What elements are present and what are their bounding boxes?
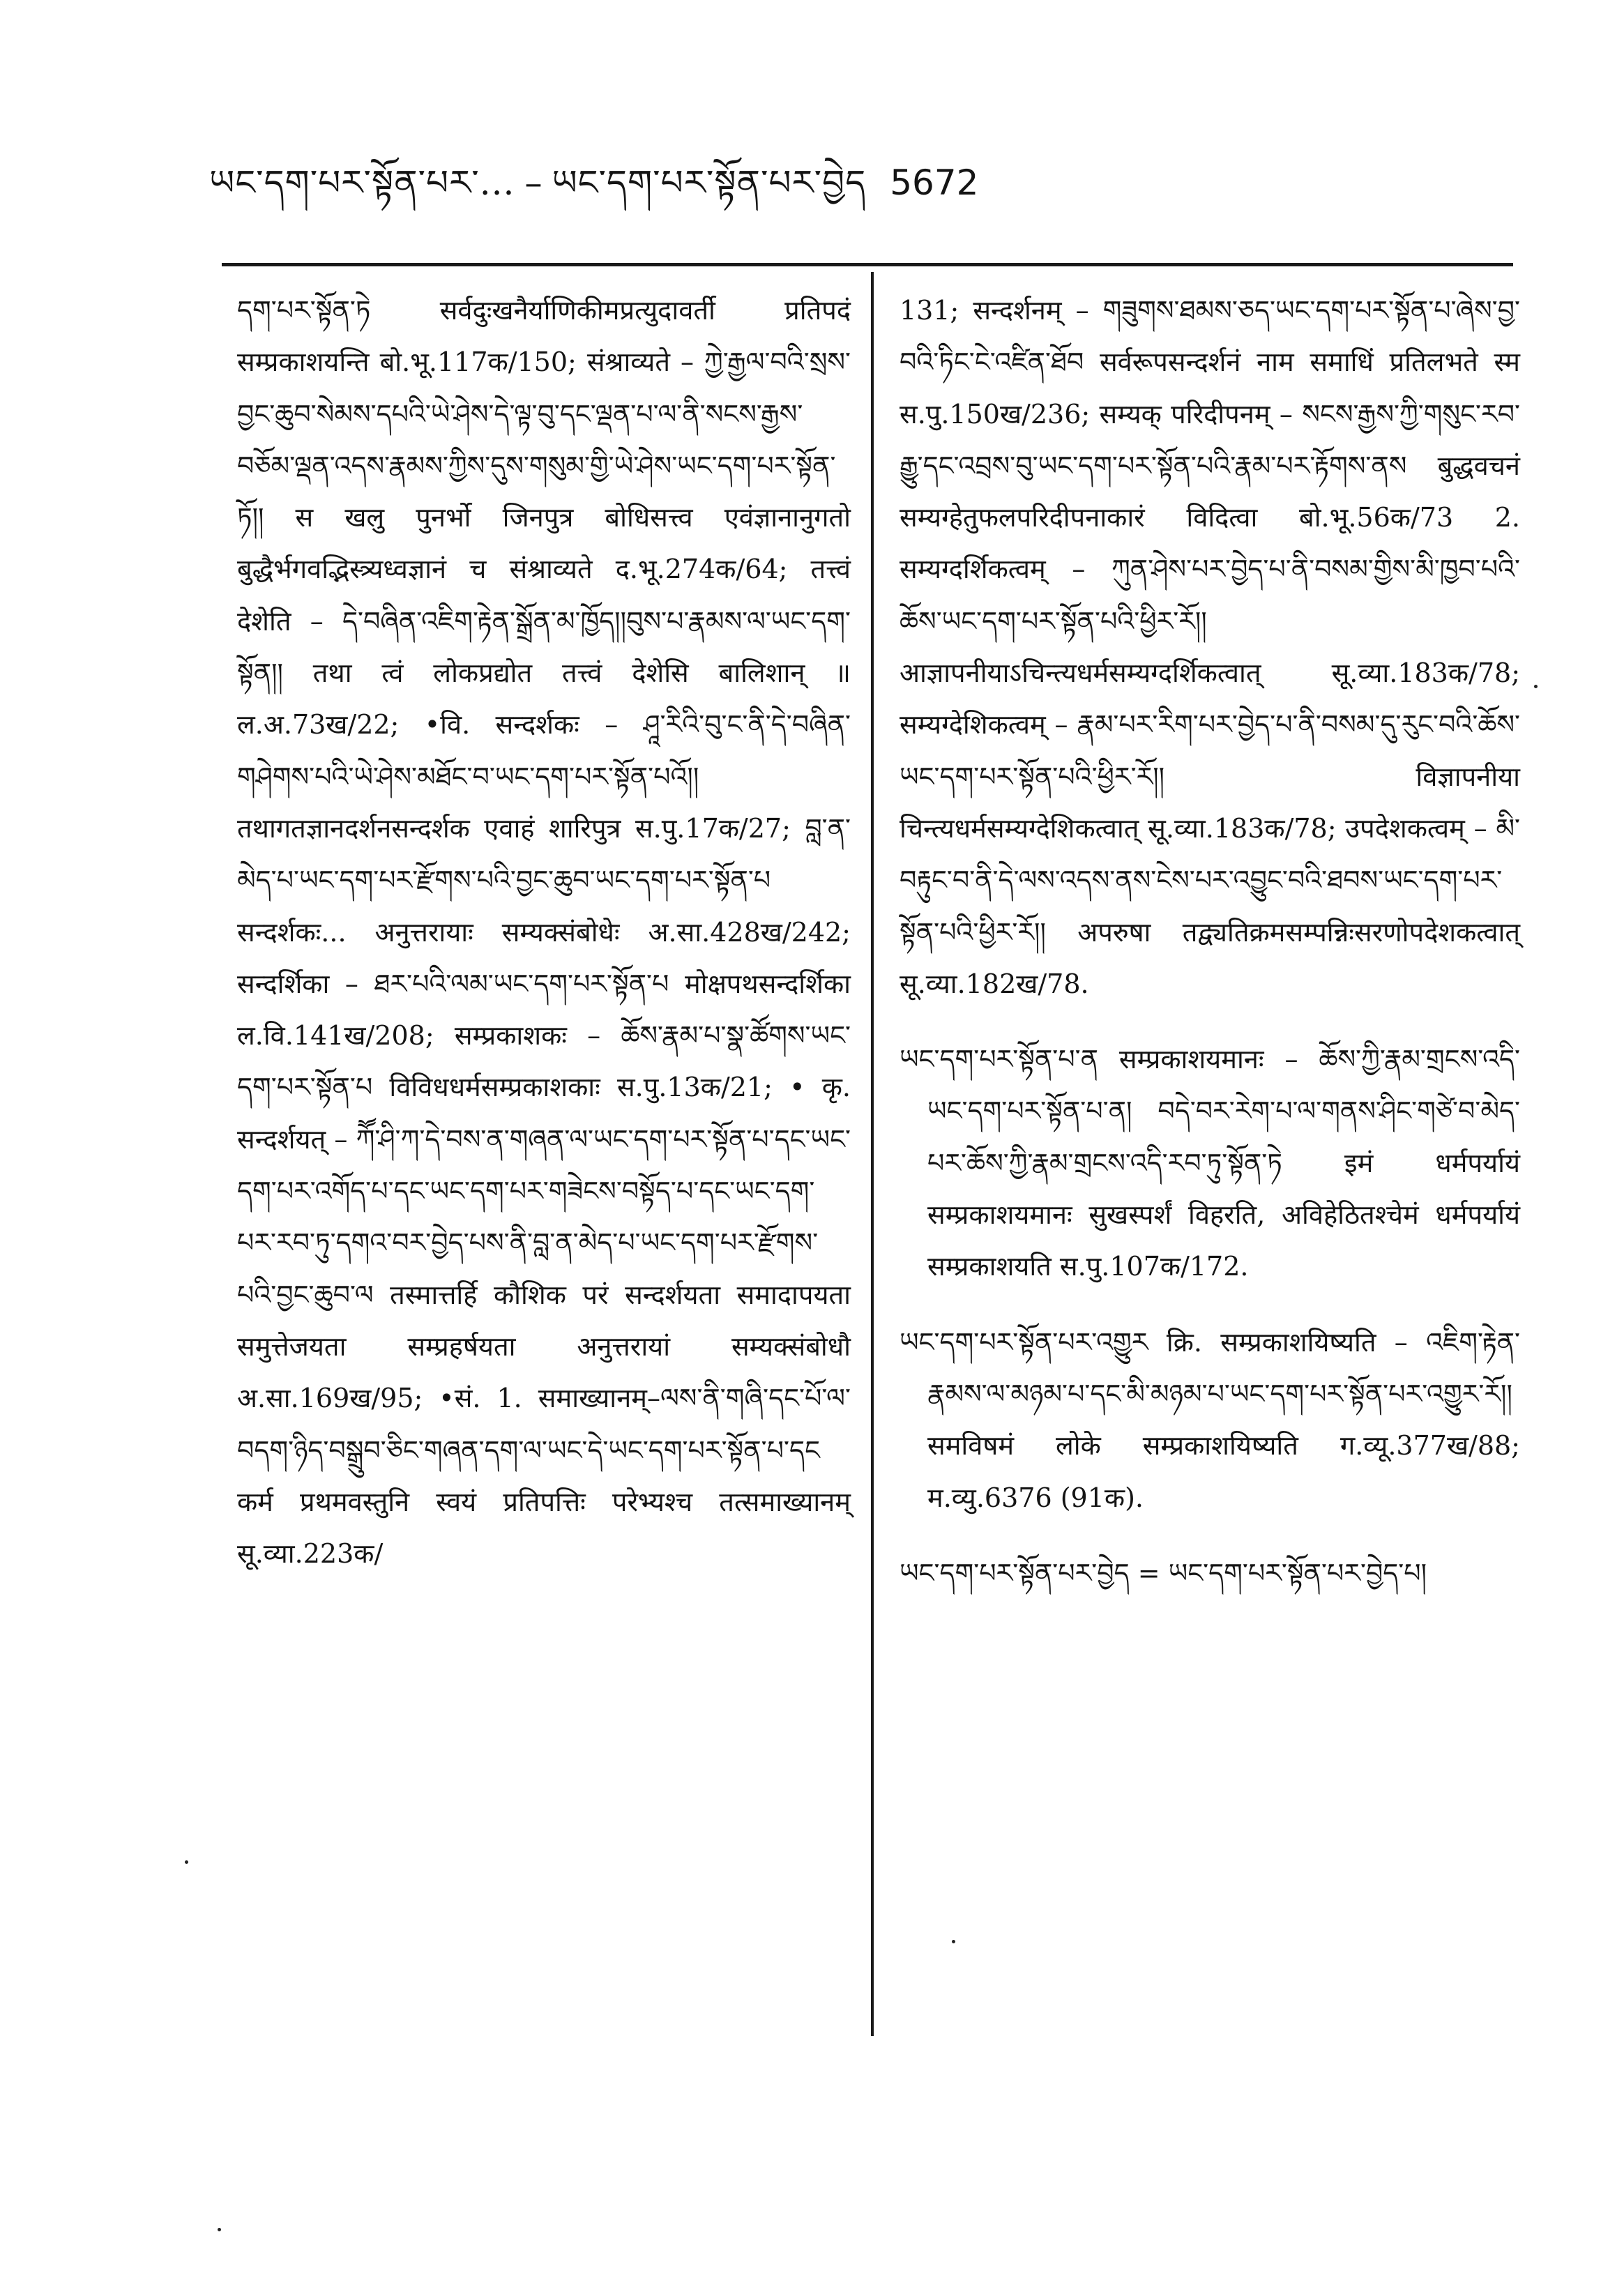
header-rule [222, 263, 1513, 266]
header-separator: – [524, 162, 542, 203]
page-header [209, 155, 1255, 211]
scan-speck [185, 1860, 188, 1864]
page-number: 5672 [890, 162, 979, 203]
header-headword-from: ཡང་དག་པར་སྟོན་པར་... [209, 162, 515, 203]
column-divider [871, 272, 874, 2036]
header-headword-to: ཡང་དག་པར་སྟོན་པར་བྱེད [552, 162, 867, 203]
scan-speck [218, 2228, 221, 2231]
entry-paragraph: དག་པར་སྟོན་ཏེ सर्वदुःखनैर्याणिकीमप्रत्युदावर्ती प्रतिपदं सम्प्रकाशयन्ति बो.भू.117क/150; संश्राव्यते – ཀྱེ་རྒྱལ་བའི་སྲས་བྱང་ཆུབ་སེམས་དཔའི་ཡེ་ཤེས་དེ་ལྟ་བུ་དང་ལྡན་པ་ལ་ནི་སངས་རྒྱས་བཅོམ་ལྡན་འདས་རྣམས་ཀྱིས་དུས་གསུམ་གྱི་ཡེ་ཤེས་ཡང་དག་པར་སྟོན་ཏོ།། स खलु पुनर्भो जिनपुत्र बोधिसत्त्व एवंज्ञानानुगतो बुद्धैर्भगवद्भिस्त्र्यध्वज्ञानं च संश्राव्यते द.भू.274क/64; तत्त्वं देशेति – དེ་བཞིན་འཇིག་རྟེན་སྒྲོན་མ་ཁྱོད།།བུས་པ་རྣམས་ལ་ཡང་དག་སྟོན།། तथा त्वं लोकप्रद्योत तत्त्वं देशेसि बालिशान् ॥ ल.अ.73ख/22; •वि. सन्दर्शकः – ཤཱ་རིའི་བུ་ང་ནི་དེ་བཞིན་གཤེགས་པའི་ཡེ་ཤེས་མཐོང་བ་ཡང་དག་པར་སྟོན་པའོ།། तथागतज्ञानदर्शनसन्दर्शक एवाहं शारिपुत्र स.पु.17क/27; བླ་ན་མེད་པ་ཡང་དག་པར་རྫོགས་པའི་བྱང་ཆུབ་ཡང་དག་པར་སྟོན་པ सन्दर्शकः... अनुत्तरायाः सम्यक्संबोधेः अ.सा.428ख/242; सन्दर्शिका – ཐར་པའི་ལམ་ཡང་དག་པར་སྟོན་པ मोक्षपथसन्दर्शिका ल.वि.141ख/208; सम्प्रकाशकः – ཆོས་རྣམ་པ་སྣ་ཚོགས་ཡང་དག་པར་སྟོན་པ विविधधर्मसम्प्रकाशकाः स.पु.13क/21; • कृ. सन्दर्शयत् – ཀཽ་ཤི་ཀ་དེ་བས་ན་གཞན་ལ་ཡང་དག་པར་སྟོན་པ་དང་ཡང་དག་པར་འགོད་པ་དང་ཡང་དག་པར་གཟེངས་བསྟོད་པ་དང་ཡང་དག་པར་རབ་ཏུ་དགའ་བར་བྱེད་པས་ནི་བླ་ན་མེད་པ་ཡང་དག་པར་རྫོགས་པའི་བྱང་ཆུབ་ལ तस्मात्तर्हि कौशिक परं सन्दर्शयता समादापयता समुत्तेजयता सम्प्रहर्षयता अनुत्तरायां सम्यक्संबोधौ अ.सा.169ख/95; •सं. 1. समाख्यानम्–ལས་ནི་གཞི་དང་པོ་ལ་བདག་ཉིད་བསྒྲུབ་ཅིང་གཞན་དག་ལ་ཡང་དེ་ཡང་དག་པར་སྟོན་པ་དང कर्म प्रथमवस्तुनि स्वयं प्रतिपत्तिः परेभ्यश्च तत्समाख्यानम् सू.व्या.223क/ [237, 295, 851, 1570]
scan-speck [952, 1940, 955, 1943]
scan-speck [1534, 685, 1538, 688]
right-column [900, 284, 1520, 1599]
entry-paragraph: 131; सन्दर्शनम् – གཟུགས་ཐམས་ཅད་ཡང་དག་པར་སྟོན་པ་ཞེས་བྱ་བའི་ཏིང་ངེ་འཛིན་ཐོབ सर्वरूपसन्दर्शनं नाम समाधिं प्रतिलभते स्म स.पु.150ख/236; सम्यक् परिदीपनम् – སངས་རྒྱས་ཀྱི་གསུང་རབ་རྒྱུ་དང་འབྲས་བུ་ཡང་དག་པར་སྟོན་པའི་རྣམ་པར་རྟོགས་ནས बुद्धवचनं सम्यग्हेतुफलपरिदीपनाकारं विदित्वा बो.भू.56क/73 2. सम्यग्दर्शिकत्वम् – ཀུན་ཤེས་པར་བྱེད་པ་ནི་བསམ་གྱིས་མི་ཁྱབ་པའི་ཆོས་ཡང་དག་པར་སྟོན་པའི་ཕྱིར་རོ།། आज्ञापनीयाऽचिन्त्यधर्मसम्यग्दर्शिकत्वात् सू.व्या.183क/78; सम्यग्देशिकत्वम् – རྣམ་པར་རིག་པར་བྱེད་པ་ནི་བསམ་དུ་རུང་བའི་ཆོས་ཡང་དག་པར་སྟོན་པའི་ཕྱིར་རོ།། विज्ञापनीया चिन्त्यधर्मसम्यग्देशिकत्वात् सू.व्या.183क/78; उपदेशकत्वम् – མི་བརྟུང་བ་ནི་དེ་ལས་འདས་ནས་ངེས་པར་འབྱུང་བའི་ཐབས་ཡང་དག་པར་སྟོན་པའི་ཕྱིར་རོ།། अपरुषा तद्व्यतिक्रमसम्पन्निःसरणोपदेशकत्वात् सू.व्या.182ख/78. [900, 295, 1520, 999]
entry-paragraph: ཡང་དག་པར་སྟོན་པར་བྱེད = ཡང་དག་པར་སྟོན་པར་བྱེད་པ། [900, 1557, 1427, 1588]
entry-paragraph: ཡང་དག་པར་སྟོན་པར་འགྱུར क्रि. सम्प्रकाशयिष्यति – འཇིག་རྟེན་རྣམས་ལ་མཉམ་པ་དང་མི་མཉམ་པ་ཡང་དག་པར་སྟོན་པར་འགྱུར་རོ།། समविषमं लोके सम्प्रकाशयिष्यति ग.व्यू.377ख/88; म.व्यु.6376 (91क). [900, 1326, 1520, 1513]
left-column [237, 284, 851, 1579]
entry-paragraph: ཡང་དག་པར་སྟོན་པ་ན सम्प्रकाशयमानः – ཆོས་ཀྱི་རྣམ་གྲངས་འདི་ཡང་དག་པར་སྟོན་པ་ན། བདེ་བར་རེག་པ་ལ་གནས་ཤིང་གཙེ་བ་མེད་པར་ཆོས་ཀྱི་རྣམ་གྲངས་འདི་རབ་ཏུ་སྟོན་ཏེ इमं धर्मपर्यायं सम्प्रकाशयमानः सुखस्पर्शं विहरति, अविहेठितश्चेमं धर्मपर्यायं सम्प्रकाशयति स.पु.107क/172. [900, 1044, 1520, 1282]
